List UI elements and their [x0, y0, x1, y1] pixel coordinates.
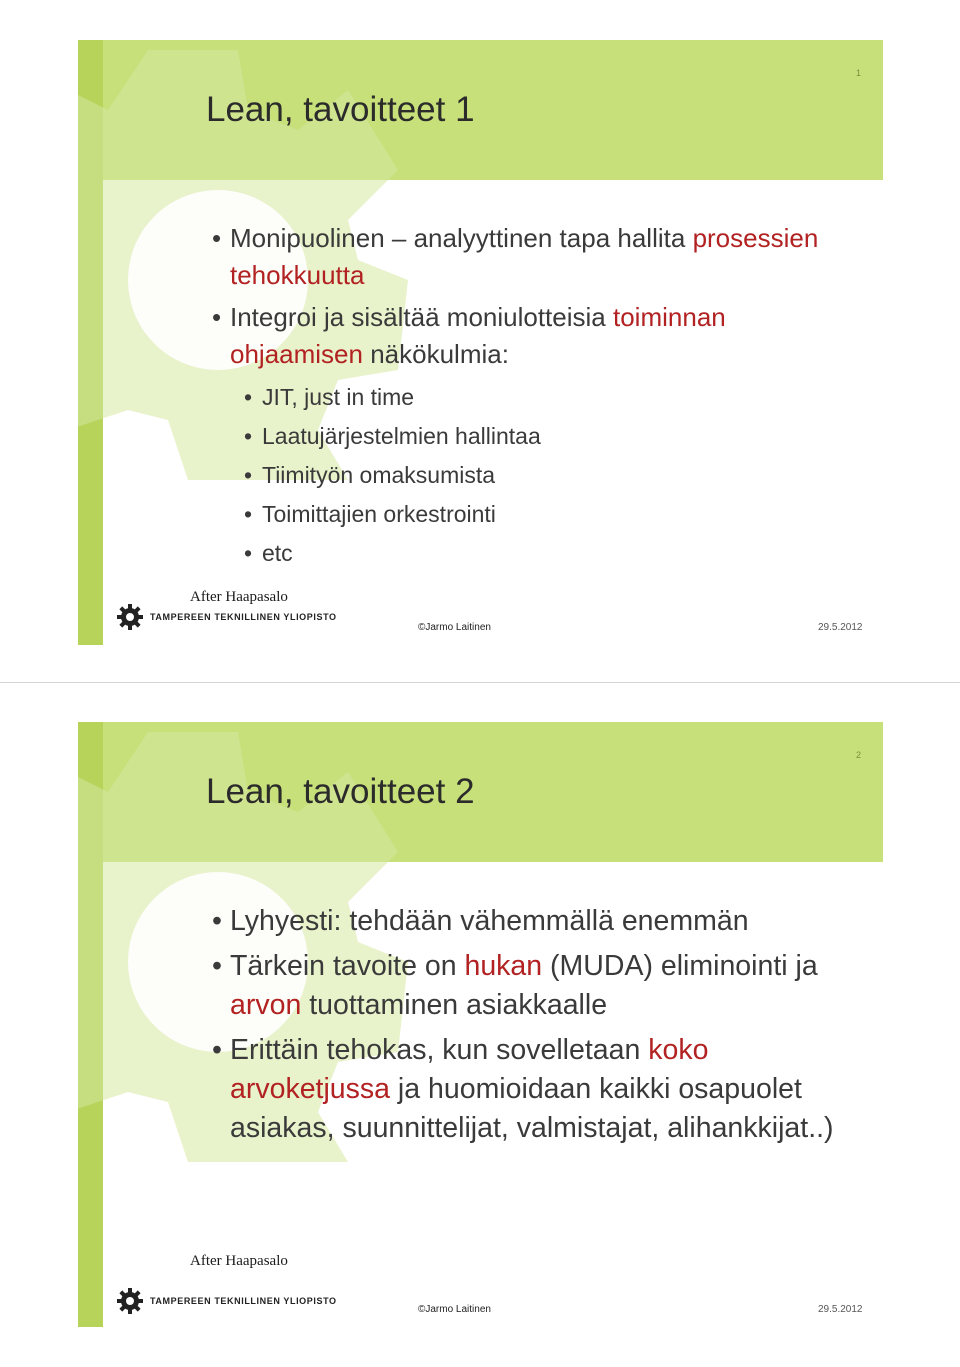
sub-bullet-item: [244, 534, 852, 573]
bullet-item: [212, 902, 852, 941]
sub-bullet-text: Tiimityön omaksumista: [262, 462, 496, 488]
date-text: 29.5.2012: [818, 1304, 863, 1315]
sub-bullet-item: [244, 456, 852, 495]
slide-title: Lean, tavoitteet 2: [206, 772, 475, 811]
bullet-text: Lyhyesti: tehdään vähemmällä enemmän: [230, 905, 749, 937]
author-text: ©Jarmo Laitinen: [418, 1304, 491, 1315]
sub-bullet-text: Laatujärjestelmien hallintaa: [262, 423, 541, 449]
bullet-text: näkökulmia:: [362, 339, 509, 369]
slide-1: [78, 40, 883, 645]
bullet-list: [212, 220, 852, 573]
bullet-item: [212, 299, 852, 373]
bullet-text: Integroi ja sisältää moniulotteisia: [230, 302, 606, 332]
logo-text: TAMPEREEN TEKNILLINEN YLIOPISTO: [150, 1296, 337, 1306]
bullet-dot: •: [212, 223, 222, 253]
sub-bullet-item: [244, 417, 852, 456]
bullet-dot: •: [244, 423, 253, 449]
highlight-text: prosessien tehokkuutta: [230, 223, 819, 290]
bullet-dot: •: [244, 384, 253, 410]
bullet-dot: •: [212, 905, 222, 937]
bullet-dot: •: [212, 1034, 222, 1066]
sub-bullet-text: etc: [262, 540, 293, 566]
highlight-text: koko arvoketjussa: [230, 1034, 709, 1105]
highlight-text: hukan: [464, 950, 543, 982]
bullet-dot: •: [244, 501, 253, 527]
bullet-item: [212, 947, 852, 1025]
date-text: 29.5.2012: [818, 622, 863, 633]
page-divider: [0, 682, 960, 683]
sub-bullet-item: [244, 378, 852, 417]
slide-title: Lean, tavoitteet 1: [206, 90, 475, 129]
highlight-text: toiminnan ohjaamisen: [230, 302, 726, 369]
credit-text: After Haapasalo: [190, 589, 288, 605]
bullet-dot: •: [212, 950, 222, 982]
slide-number: 1: [855, 68, 861, 78]
bullet-list: [212, 902, 852, 1154]
bullet-dot: •: [212, 302, 222, 332]
slide-2: [78, 722, 883, 1327]
gear-logo-icon: [116, 603, 144, 631]
sub-bullet-text: Toimittajien orkestrointi: [262, 501, 496, 527]
university-logo: [116, 1287, 337, 1315]
bullet-dot: •: [244, 540, 253, 566]
sub-bullet-text: JIT, just in time: [262, 384, 415, 410]
highlight-text: arvon: [230, 989, 302, 1021]
slide-number: 2: [855, 750, 861, 760]
bullet-text: tuottaminen asiakkaalle: [301, 989, 608, 1021]
gear-logo-icon: [116, 1287, 144, 1315]
bullet-text: Monipuolinen – analyyttinen tapa hallita: [230, 223, 686, 253]
university-logo: [116, 603, 337, 631]
bullet-text: Erittäin tehokas, kun sovelletaan: [230, 1034, 649, 1066]
author-text: ©Jarmo Laitinen: [418, 622, 491, 633]
bullet-item: [212, 220, 852, 294]
bullet-text: (MUDA) eliminointi ja: [542, 950, 818, 982]
sub-bullet-item: [244, 495, 852, 534]
bullet-dot: •: [244, 462, 253, 488]
credit-text: After Haapasalo: [190, 1253, 288, 1269]
bullet-text: ja huomioidaan kaikki osapuolet asiakas, suunnittelijat, valmistajat, alihankkijat..): [230, 1073, 834, 1144]
bullet-item: [212, 1031, 852, 1148]
bullet-text: Tärkein tavoite on: [230, 950, 465, 982]
logo-text: TAMPEREEN TEKNILLINEN YLIOPISTO: [150, 612, 337, 622]
